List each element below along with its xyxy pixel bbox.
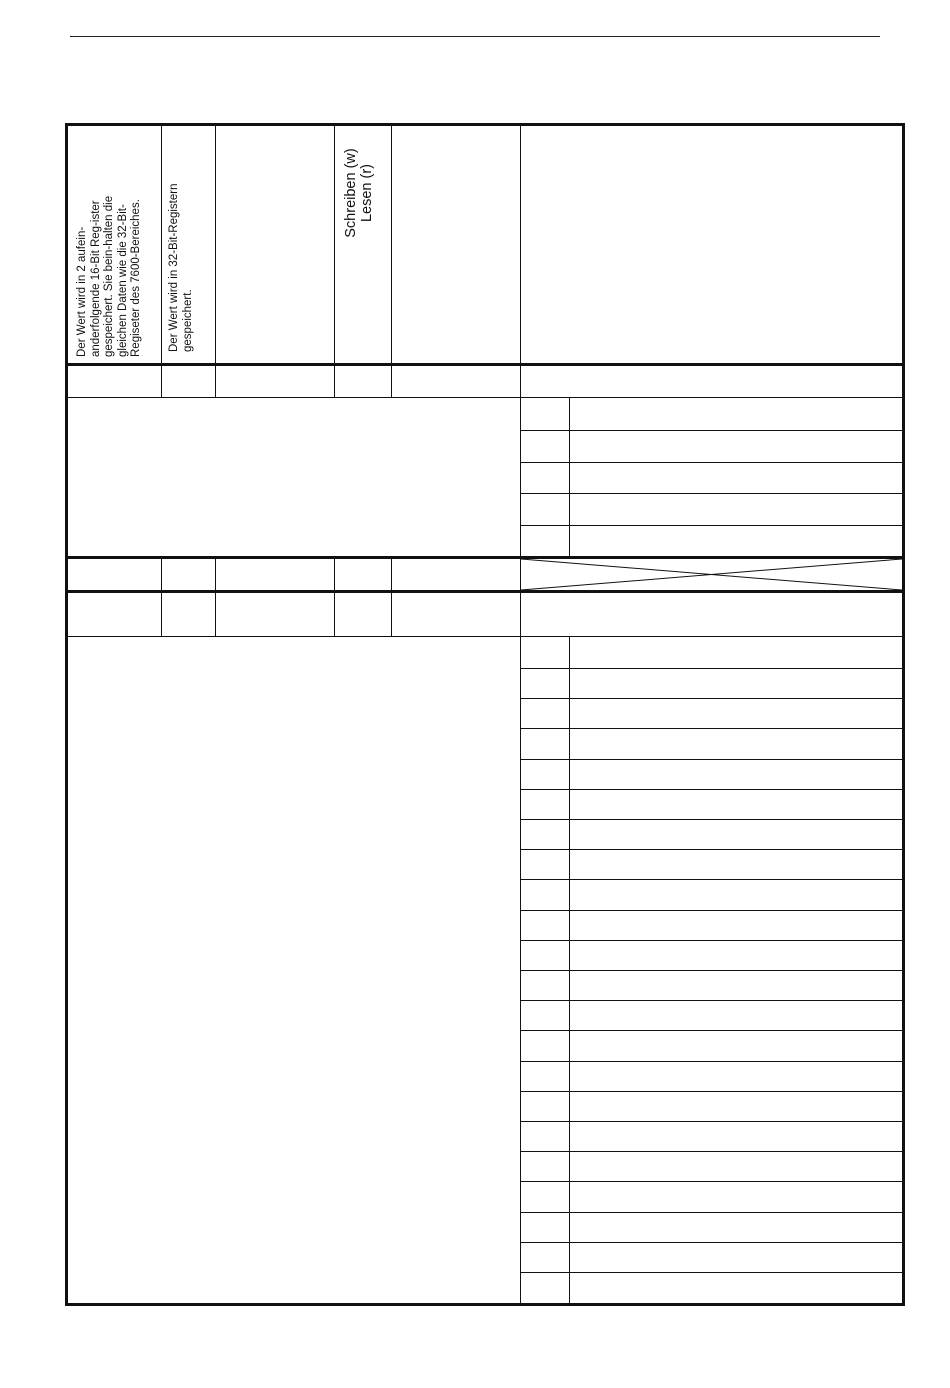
grid-hline xyxy=(520,462,902,463)
grid-vline xyxy=(391,559,392,636)
header-read-write: Schreiben (w) Lesen (r) xyxy=(343,148,375,238)
grid-hline xyxy=(520,910,902,911)
grid-vline xyxy=(391,124,392,397)
grid-hline xyxy=(520,759,902,760)
grid-hline xyxy=(520,940,902,941)
grid-hline xyxy=(520,698,902,699)
grid-vline xyxy=(215,559,216,636)
grid-vline xyxy=(334,559,335,636)
grid-hline xyxy=(520,1061,902,1062)
grid-hline xyxy=(520,1272,902,1273)
grid-hline xyxy=(520,525,902,526)
grid-hline xyxy=(65,636,905,637)
grid-hline xyxy=(520,879,902,880)
grid-hline xyxy=(520,493,902,494)
section-separator xyxy=(65,590,905,593)
grid-hline xyxy=(65,397,905,398)
grid-hline xyxy=(520,1181,902,1182)
grid-hline xyxy=(520,1000,902,1001)
grid-hline xyxy=(520,849,902,850)
grid-hline xyxy=(520,430,902,431)
grid-hline xyxy=(520,668,902,669)
grid-hline xyxy=(520,1091,902,1092)
grid-vline xyxy=(161,124,162,397)
grid-vline xyxy=(334,124,335,397)
header-32bit-note: Der Wert wird in 32-Bit-Registern gespeichert. xyxy=(168,183,194,352)
grid-hline xyxy=(520,970,902,971)
grid-hline xyxy=(520,1030,902,1031)
grid-vline xyxy=(520,124,521,1305)
page-top-rule xyxy=(70,36,880,37)
grid-hline xyxy=(520,728,902,729)
header-bottom-rule xyxy=(65,363,905,366)
grid-hline xyxy=(520,1121,902,1122)
grid-vline xyxy=(215,124,216,397)
crossed-out-cell xyxy=(521,559,902,590)
grid-hline xyxy=(520,1151,902,1152)
grid-hline xyxy=(520,819,902,820)
grid-hline xyxy=(520,1212,902,1213)
grid-hline xyxy=(520,1242,902,1243)
grid-vline xyxy=(161,559,162,636)
header-16bit-note: Der Wert wird in 2 aufein- anderfolgende 16-Bit Reg-ister gespeichert. Sie bein-halten die gleichen Daten wie die 32-Bit- Regiseter des 7600-Bereiches. xyxy=(76,195,143,357)
grid-vline xyxy=(569,398,570,557)
grid-hline xyxy=(520,789,902,790)
